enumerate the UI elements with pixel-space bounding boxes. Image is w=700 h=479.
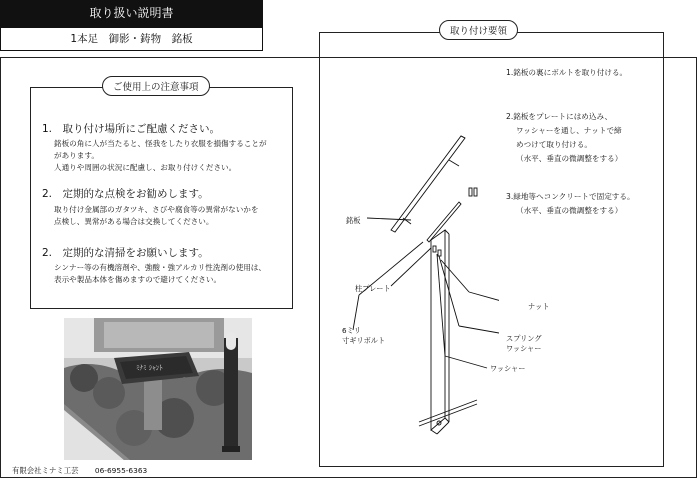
note-1-title: 1. 取り付け場所にご配慮ください。 — [42, 123, 221, 135]
product-photo — [64, 318, 252, 460]
label-nut: ナット — [528, 302, 550, 311]
product-photo-illustration — [64, 318, 252, 460]
company-name: 有限会社ミナミ工芸 — [12, 466, 79, 475]
footer — [12, 465, 161, 476]
install-step-3-line-2: （水平、垂直の微調整をする） — [516, 206, 623, 215]
document-title: 取り扱い説明書 — [0, 0, 263, 27]
install-step-1 — [506, 66, 627, 80]
diagram-anchor-bar — [419, 400, 477, 422]
note-3-title: 2. 定期的な清掃をお願いします。 — [42, 247, 209, 259]
svg-text:ﾐﾅﾐ ｼｬﾝﾄ: ﾐﾅﾐ ｼｬﾝﾄ — [136, 364, 163, 372]
install-step-2 — [506, 110, 622, 166]
phone-number: 06-6955-6363 — [94, 466, 148, 475]
install-step-2-line-1: 2.銘板をプレートにはめ込み、 — [506, 112, 613, 121]
note-3-body — [54, 262, 266, 286]
note-2-line-1: 取り付け金属部のガタツキ、さびや腐食等の異常がないかを — [54, 205, 259, 214]
label-spring-line-2: ワッシャー — [506, 344, 542, 353]
install-step-3-line-1: 3.緑地等へコンクリートで固定する。 — [506, 192, 635, 201]
diagram-sign-plate — [391, 136, 465, 232]
label-sign-plate: 銘板 — [346, 216, 361, 225]
installation-diagram — [319, 100, 499, 445]
note-1-body — [54, 138, 267, 174]
diagram-hardware-mid — [433, 246, 436, 252]
note-3-line-1: シンナー等の有機溶剤や、強酸・強アルカリ性洗剤の使用は、 — [54, 263, 266, 272]
note-2-line-2: 点検し、異常がある場合は交換してください。 — [54, 217, 214, 226]
notes-heading: ご使用上の注意事項 — [102, 76, 210, 96]
label-spring-line-1: スプリング — [506, 334, 542, 343]
diagram-plate-bolt-top — [449, 160, 459, 166]
label-post-plate: 柱プレート — [355, 284, 391, 293]
note-3-line-2: 表示や製品本体を傷めますので避けてください。 — [54, 275, 222, 284]
note-1-line-3: 人通りや周囲の状況に配慮し、お取り付けください。 — [54, 163, 237, 172]
label-bolt-line-1: 6ミリ — [342, 326, 361, 335]
diagram-post-plate — [427, 202, 461, 242]
note-2-title: 2. 定期的な点検をお勧めします。 — [42, 188, 209, 200]
label-spring-washer — [506, 334, 542, 354]
install-step-2-line-4: （水平、垂直の微調整をする） — [516, 154, 623, 163]
note-1-line-2: があります。 — [54, 151, 99, 160]
install-heading: 取り付け要領 — [439, 20, 518, 40]
install-step-3 — [506, 190, 635, 218]
install-step-2-line-3: めつけて取り付ける。 — [516, 140, 592, 149]
note-2-body — [54, 204, 259, 228]
label-bolt-line-2: 寸ギリボルト — [342, 336, 386, 345]
label-bolt — [342, 326, 385, 346]
install-step-2-line-2: ワッシャーを通し、ナットで締 — [516, 126, 622, 135]
diagram-hardware-top — [469, 188, 472, 196]
install-step-1-line-1: 1.銘板の裏にボルトを取り付ける。 — [506, 68, 628, 77]
leader-bolt — [353, 295, 359, 330]
note-1-line-1: 銘板の角に人が当たると、怪我をしたり衣服を損傷することが — [54, 139, 267, 148]
leader-post-plate — [391, 248, 431, 286]
product-subtitle: 1本足 御影・鋳物 銘板 — [0, 27, 263, 51]
leader-washer — [437, 254, 445, 356]
label-washer: ワッシャー — [490, 364, 526, 373]
